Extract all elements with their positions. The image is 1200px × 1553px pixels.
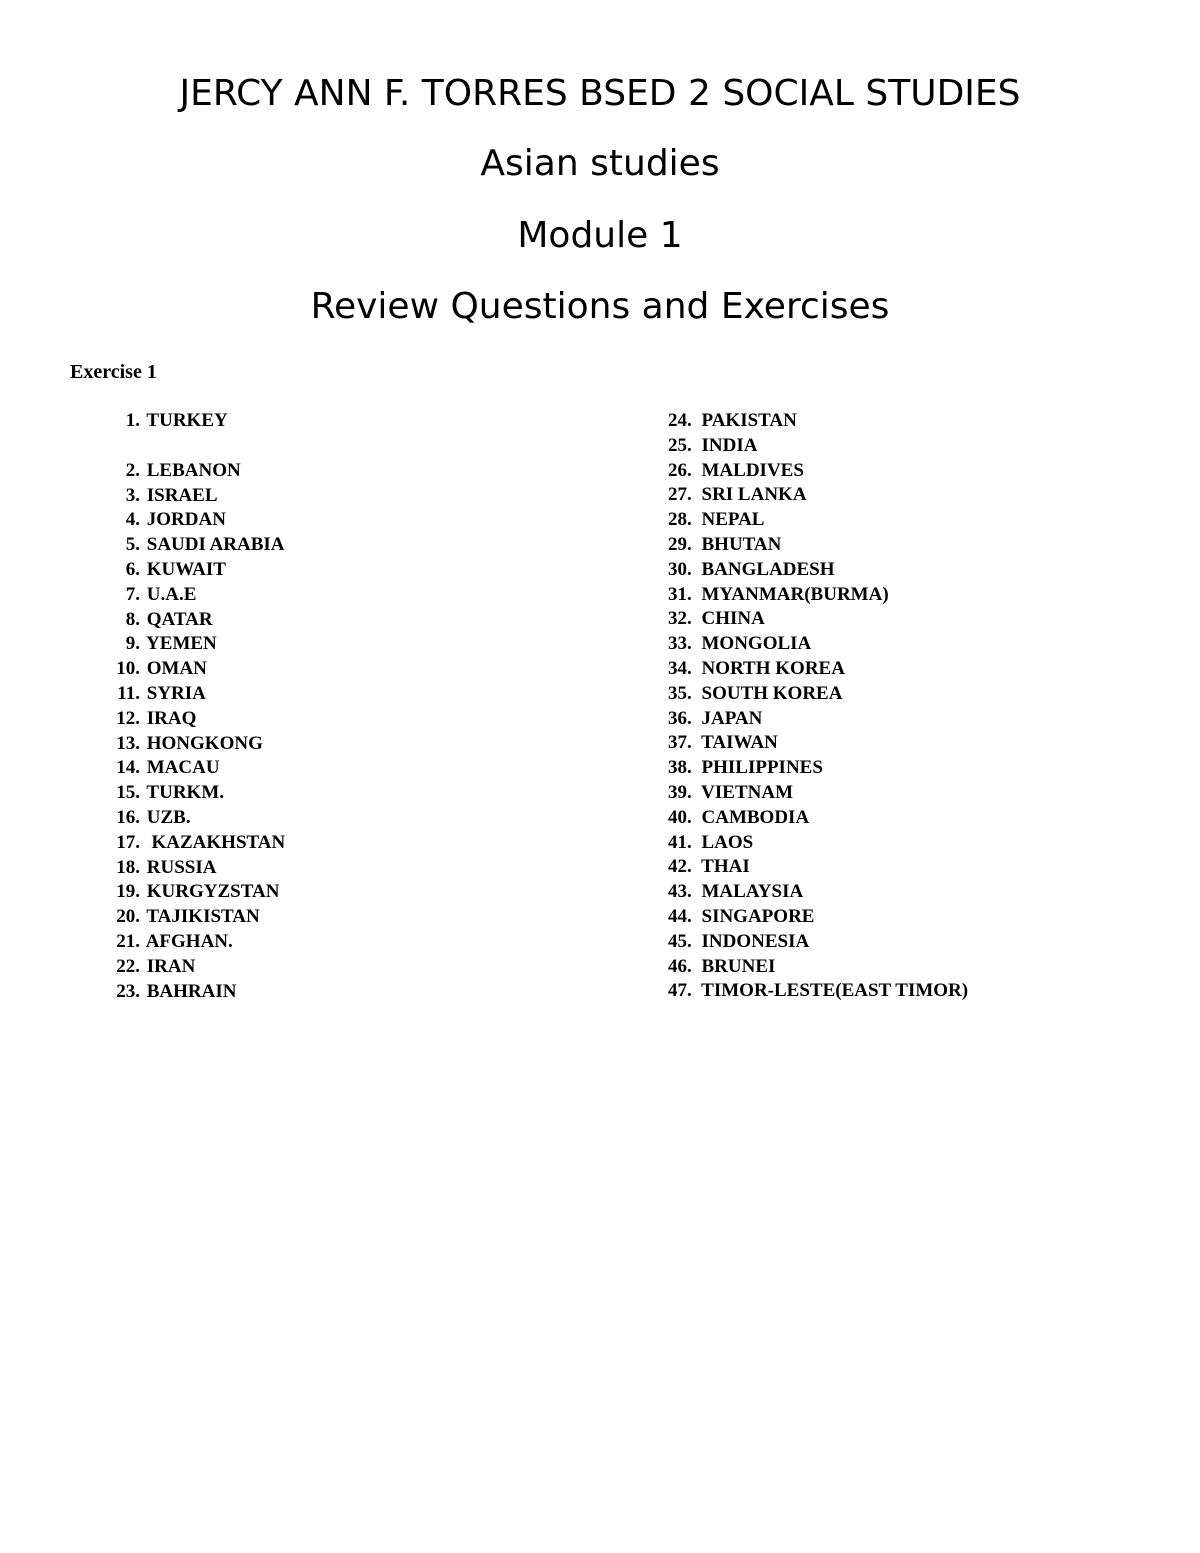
- list-item: [668, 483, 1168, 508]
- list-item-country: NORTH KOREA: [701, 657, 845, 679]
- list-item: [100, 880, 620, 905]
- list-item: [100, 682, 620, 707]
- list-item-country: BHUTAN: [701, 533, 782, 555]
- list-item-country: AFGHAN.: [145, 930, 233, 952]
- list-item-country: BANGLADESH: [701, 558, 835, 580]
- list-item: [668, 756, 1168, 781]
- list-item: [100, 905, 620, 930]
- list-item-number: 28.: [668, 509, 692, 531]
- list-item-country: TAJIKISTAN: [146, 906, 260, 928]
- list-item-number: 41.: [668, 831, 692, 853]
- exercise-label: Exercise 1: [70, 361, 157, 383]
- list-item-number: 5.: [125, 534, 140, 556]
- list-item-country: HONGKONG: [146, 732, 263, 754]
- list-item-number: 6.: [125, 558, 140, 580]
- list-item-country: CHINA: [701, 608, 765, 630]
- list-item-country: SOUTH KOREA: [701, 682, 843, 704]
- list-item-number: 45.: [668, 930, 692, 952]
- list-item-country: IRAQ: [146, 707, 197, 729]
- list-item-country: MACAU: [146, 757, 220, 779]
- list-item-country: JAPAN: [701, 707, 763, 729]
- list-item-number: 3.: [125, 484, 140, 506]
- list-item-country: JORDAN: [146, 509, 226, 531]
- list-item-country: KUWAIT: [146, 558, 226, 580]
- list-item-number: 22.: [116, 955, 140, 977]
- list-item-country: INDONESIA: [701, 930, 810, 952]
- list-item-number: 26.: [668, 459, 692, 481]
- list-item: [668, 682, 1168, 707]
- list-item: [100, 459, 620, 484]
- list-item: [100, 781, 620, 806]
- list-item-number: 15.: [116, 782, 140, 804]
- list-item: [100, 806, 620, 831]
- list-item-number: 10.: [116, 658, 140, 680]
- list-item: [668, 831, 1168, 856]
- list-item-number: 1.: [125, 410, 140, 431]
- list-item: [100, 583, 620, 608]
- list-item: [668, 657, 1168, 682]
- list-item: [668, 558, 1168, 583]
- list-item: [668, 533, 1168, 558]
- list-item: [668, 607, 1168, 632]
- list-item-number: 33.: [668, 633, 692, 655]
- list-item-number: 20.: [116, 906, 140, 928]
- list-item-number: 8.: [125, 608, 140, 630]
- list-item-number: 46.: [668, 955, 692, 977]
- list-item: [668, 409, 1168, 434]
- list-item-number: 30.: [668, 558, 692, 580]
- list-item-number: 13.: [116, 732, 140, 754]
- list-item: [668, 583, 1168, 608]
- list-item: [100, 955, 620, 980]
- list-item-country: THAI: [701, 856, 750, 878]
- list-item: [100, 484, 620, 509]
- list-item-number: 31.: [668, 583, 692, 605]
- country-list-right: [668, 409, 1168, 1004]
- list-item-country: KAZAKHSTAN: [146, 831, 286, 853]
- list-item-country: MYANMAR(BURMA): [701, 583, 889, 605]
- list-item-country: CAMBODIA: [701, 806, 810, 828]
- list-item-country: TURKEY: [146, 410, 228, 431]
- list-item: [668, 781, 1168, 806]
- list-item: [668, 855, 1168, 880]
- list-item: [100, 657, 620, 682]
- list-item: [100, 707, 620, 732]
- list-item-country: VIETNAM: [701, 781, 794, 803]
- list-item-number: 24.: [668, 410, 692, 431]
- list-item-number: 44.: [668, 905, 692, 927]
- list-item-number: 40.: [668, 806, 692, 828]
- list-item-number: 27.: [668, 484, 692, 506]
- list-item-number: 29.: [668, 533, 692, 555]
- list-item-country: SRI LANKA: [701, 484, 807, 506]
- list-item-number: 36.: [668, 707, 692, 729]
- list-item: [100, 856, 620, 881]
- list-item-number: 17.: [116, 831, 140, 853]
- list-item-country: BAHRAIN: [146, 980, 237, 1002]
- list-item-country: SINGAPORE: [701, 905, 815, 927]
- list-item-number: 23.: [116, 980, 140, 1002]
- list-item: [100, 632, 620, 657]
- author-heading: JERCY ANN F. TORRES BSED 2 SOCIAL STUDIES: [179, 73, 1021, 114]
- list-item-country: SAUDI ARABIA: [146, 534, 285, 556]
- list-item-number: 32.: [668, 608, 692, 630]
- list-item-number: 14.: [116, 757, 140, 779]
- list-item-country: LAOS: [701, 831, 754, 853]
- list-item: [668, 459, 1168, 484]
- list-item-country: MALAYSIA: [701, 881, 804, 903]
- list-item: [100, 533, 620, 558]
- list-item: [100, 508, 620, 533]
- list-item-number: 38.: [668, 757, 692, 779]
- list-item: [668, 905, 1168, 930]
- list-item-number: 25.: [668, 434, 692, 456]
- list-item-number: 47.: [668, 980, 692, 1002]
- list-item-number: 42.: [668, 856, 692, 878]
- list-item-country: BRUNEI: [701, 955, 776, 977]
- list-item: [668, 632, 1168, 657]
- list-item-number: 21.: [116, 930, 140, 952]
- list-item: [100, 980, 620, 1005]
- list-item-country: KURGYZSTAN: [146, 881, 280, 903]
- list-item-number: 16.: [116, 806, 140, 828]
- list-item-number: 34.: [668, 657, 692, 679]
- list-item: [668, 880, 1168, 905]
- list-item: [668, 508, 1168, 533]
- list-item: [100, 831, 620, 856]
- list-item: [668, 806, 1168, 831]
- list-item-number: 39.: [668, 781, 692, 803]
- section-heading: Review Questions and Exercises: [310, 286, 890, 327]
- list-item-country: UZB.: [146, 806, 191, 828]
- list-item-number: 11.: [117, 682, 140, 704]
- list-item-country: RUSSIA: [146, 856, 217, 878]
- list-item-country: TAIWAN: [701, 732, 778, 754]
- list-item-country: TIMOR-LESTE(EAST TIMOR): [701, 980, 969, 1002]
- list-item-number: 19.: [116, 881, 140, 903]
- list-item-country: PHILIPPINES: [701, 757, 823, 779]
- list-item-country: ISRAEL: [146, 484, 218, 506]
- list-item-number: 12.: [116, 707, 140, 729]
- list-item: [100, 558, 620, 583]
- list-item-number: 7.: [125, 583, 140, 605]
- list-item-number: 4.: [125, 509, 140, 531]
- list-item-country: SYRIA: [146, 682, 206, 704]
- list-item-country: OMAN: [146, 658, 207, 680]
- list-item-country: PAKISTAN: [701, 410, 797, 431]
- list-item-country: QATAR: [146, 608, 213, 630]
- list-item: [100, 756, 620, 781]
- list-item: [100, 409, 620, 434]
- list-item-country: INDIA: [701, 434, 758, 456]
- country-list-left: [100, 409, 620, 1004]
- list-item-number: 35.: [668, 682, 692, 704]
- list-item-number: 37.: [668, 732, 692, 754]
- list-item-number: 43.: [668, 881, 692, 903]
- list-item-country: NEPAL: [701, 509, 765, 531]
- list-item: [668, 930, 1168, 955]
- list-item: [100, 732, 620, 757]
- list-item-country: IRAN: [146, 955, 196, 977]
- list-item: [668, 979, 1168, 1004]
- module-heading: Module 1: [517, 215, 683, 256]
- list-item: [668, 434, 1168, 459]
- list-item-country: U.A.E: [146, 583, 197, 605]
- list-item: [100, 608, 620, 633]
- list-item-country: LEBANON: [146, 459, 241, 481]
- list-item-country: TURKM.: [146, 782, 224, 804]
- list-item-country: YEMEN: [146, 633, 217, 655]
- list-item-number: 18.: [116, 856, 140, 878]
- list-item-number: 9.: [125, 633, 140, 655]
- list-item: [668, 955, 1168, 980]
- list-item: [100, 930, 620, 955]
- list-item-country: MALDIVES: [701, 459, 804, 481]
- list-item-country: MONGOLIA: [701, 633, 812, 655]
- list-item-number: 2.: [125, 459, 140, 481]
- list-item: [668, 707, 1168, 732]
- subject-heading: Asian studies: [480, 143, 720, 184]
- list-item: [668, 731, 1168, 756]
